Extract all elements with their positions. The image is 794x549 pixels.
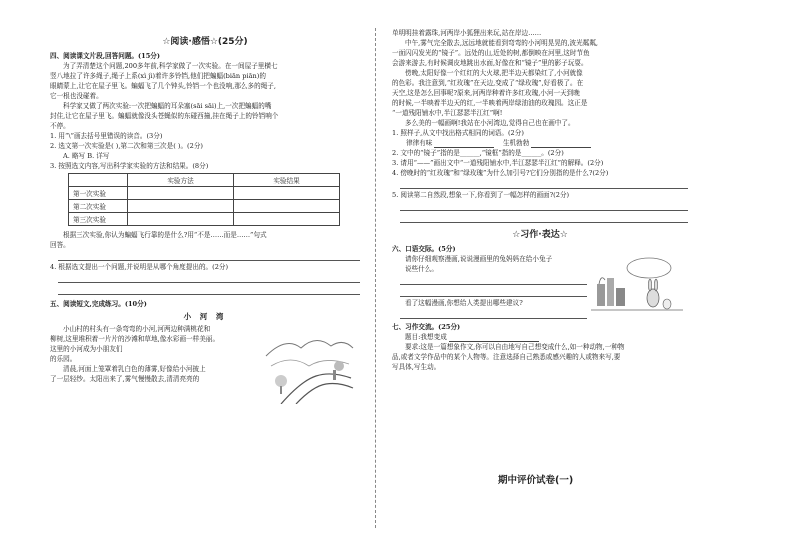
q4-sub2: 2. 选文第一次实验是( ),第二次和第三次是( )。(2分) [50,142,203,150]
section-header-reading: ☆阅读·感悟☆(25分) [162,37,248,47]
answer-line[interactable] [400,274,587,285]
example-word: 生机勃勃 [502,139,530,147]
answer-cell[interactable] [128,200,234,213]
answer-line[interactable] [400,200,688,211]
story-line-0: 小山村的村头有一条弯弯的小河,河两边种满桃花和 [63,325,211,333]
q5-sub1: 1. 照样子,从文中找出格式相同的词语。(2分) [392,129,524,137]
story-cont-9: 多么美的一幅画啊!我站在小河湾边,觉得自己也在画中了。 [405,119,575,127]
answer-line[interactable] [400,178,688,189]
q5-sub1-examples [392,138,688,148]
q4-para-3: 它一根也没碰着。 [50,92,103,100]
q4-sub4: 4. 根据选文提出一个问题,并说明是从哪个角度提出的。(2分) [50,263,229,271]
q4-para-6: 不停。 [50,122,70,130]
exam-title: 期中评价试卷(一) [498,475,574,486]
story-cont-3: 会游来游去,有时候调皮地跳出水面,好像在和“镜子”里的影子玩耍。 [392,59,588,67]
story-line-2: 这里的小河成为小朋友们 [50,345,123,353]
q7-req-2: 写具体,写生动。 [392,363,441,371]
section-header-writing: ☆习作·表达☆ [512,230,568,240]
q7-topic: 题目:我想变成 [405,333,447,341]
answer-line[interactable] [58,250,360,261]
q7-topic-row [392,332,688,342]
answer-cell[interactable] [128,213,234,226]
q4-heading: 四、阅读课文片段,回答问题。(15分) [50,52,161,60]
q7-req-0: 要求:这是一篇想象作文,你可以自由地写自己想变成什么,如一种动物,一种物 [405,343,625,351]
story-cont-2: 一面闪闪发光的“镜子”。远处的山,近处的树,都倒映在河里,这时节鱼 [392,49,590,57]
q4-sub1: 1. 用“\”画去括号里错误的读音。(3分) [50,132,163,140]
story-title: 小 河 湾 [183,312,227,321]
q4-para-1: 竖八地拉了许多绳子,绳子上系(xì jì)着许多铃铛,他们把蝙蝠(biān piān)的 [50,72,266,80]
story-cont-4: 傍晚,太阳好像一个红红的大火球,把半边天都染红了,小河就像 [405,69,583,77]
q7-heading: 七、习作交流。(25分) [392,323,461,331]
table-header-row [69,174,340,187]
q5-sub5: 5. 阅读第二自然段,想象一下,你看到了一幅怎样的画面?(2分) [392,191,570,199]
story-line-1: 柳树,这里堆积着一片片的沙滩和草地,像水彩画一样美丽。 [50,335,220,343]
story-text [50,324,255,404]
q4-para-2: 眼睛蒙上,让它在屋子里飞。蝙蝠飞了几个钟头,铃铛一个也没响,那么多的绳子, [50,82,276,90]
answer-cell[interactable] [234,213,340,226]
story-line-4: 清晨,河面上笼罩着乳白色的薄雾,好像给小河披上 [63,365,206,373]
story-cont-5: 的色彩。我注意到,“红玫瑰”在天边,变成了“绿玫瑰”,好看极了。在 [392,79,584,87]
experiment-table [68,173,340,226]
answer-blank[interactable] [434,140,494,148]
story-line-5: 了一层轻纱。太阳出来了,雾气慢慢散去,清清亮亮的 [50,375,200,383]
story-cont-1: 中午,雾气完全散去,远远地就能看到弯弯的小河明晃晃的,波光粼粼, [405,39,599,47]
topic-blank[interactable] [449,334,539,342]
table-header-cell: 实验方法 [128,174,234,187]
q4-sub3: 3. 按照选文内容,写出科学家实验的方法和结果。(8分) [50,162,209,170]
table-header-cell: 实验结果 [234,174,340,187]
story-cont-6: 天空,这是怎么回事呢?原来,河两岸种着许多红玫瑰,小河一天到晚 [392,89,580,97]
story-cont-7: 的时候,一半映着半边天的红,一半映着两岸绿油油的玫瑰园。这正是 [392,99,588,107]
answer-cell[interactable] [234,200,340,213]
answer-line[interactable] [400,308,587,319]
answer-line[interactable] [58,284,360,295]
story-cont-0: 单明明挂着露珠,河两岸小狐狸出来玩,站在岸边…… [392,29,542,37]
table-row-label: 第三次实验 [69,213,128,226]
table-row-label: 第一次实验 [69,187,128,200]
answer-line[interactable] [58,272,360,283]
example-word: 律律有味 [406,139,433,147]
q4-sub3b-line2: 回答。 [50,241,70,249]
q6-heading: 六、口语交际。(5分) [392,245,456,253]
story-block [50,324,360,404]
oral-text [392,254,587,320]
table-row [69,200,340,213]
answer-blank[interactable] [531,140,591,148]
q4-sub3b-line1: 根据三次实验,你认为蝙蝠飞行靠的是什么?用“不是……而是……”句式 [63,231,267,239]
q4-para-5: 封住,让它在屋子里飞。蝙蝠就像没头苍蝇似的东碰西撞,挂在绳子上的铃铛响个 [50,112,279,120]
cartoon-illustration [591,254,683,316]
table-row [69,187,340,200]
right-page [392,28,688,372]
oral-block [392,254,688,320]
q4-para-0: 为了弄清楚这个问题,200多年前,科学家做了一次实验。在一间屋子里横七 [63,62,278,70]
q6-line-1: 说些什么。 [405,265,438,273]
table-header-cell [69,174,128,187]
q4-sub2-options: A. 略写 B. 详写 [63,152,110,160]
q7-req-1: 品,或者文学作品中的某个人物等。注意选择自己熟悉或感兴趣的人或物来写,要 [392,353,621,361]
q5-heading: 五、阅读短文,完成练习。(10分) [50,300,147,308]
q5-sub4: 4. 傍晚时的“红玫瑰”和“绿玫瑰”为什么加引号?它们分别指的是什么?(2分) [392,169,609,177]
q5-sub3: 3. 请用“——”画出文中“一道残阳铺水中,半江瑟瑟半江红”的解释。(2分) [392,159,604,167]
table-row [69,213,340,226]
answer-cell[interactable] [128,187,234,200]
page-divider [375,28,376,528]
answer-line[interactable] [400,212,688,223]
answer-cell[interactable] [234,187,340,200]
q5-sub2: 2. 文中的“镜子”指的是______,“镜框”指的是______。(2分) [392,149,564,157]
q4-para-4: 科学家又做了两次实验:一次把蝙蝠的耳朵塞(sāi sāi)上,一次把蝙蝠的嘴 [63,102,272,110]
q6-line-0: 请你仔细观察漫画,说说漫画里的兔妈妈在给小兔子 [405,255,553,263]
story-cont-8: “一道残阳铺水中,半江瑟瑟半江红”啊! [392,109,503,117]
story-line-3: 的乐园。 [50,355,77,363]
answer-line[interactable] [400,286,587,297]
q6-question: 看了这幅漫画,你想给人类提出哪些建议? [405,299,523,307]
left-page [50,28,360,404]
table-row-label: 第二次实验 [69,200,128,213]
river-illustration [261,326,356,404]
